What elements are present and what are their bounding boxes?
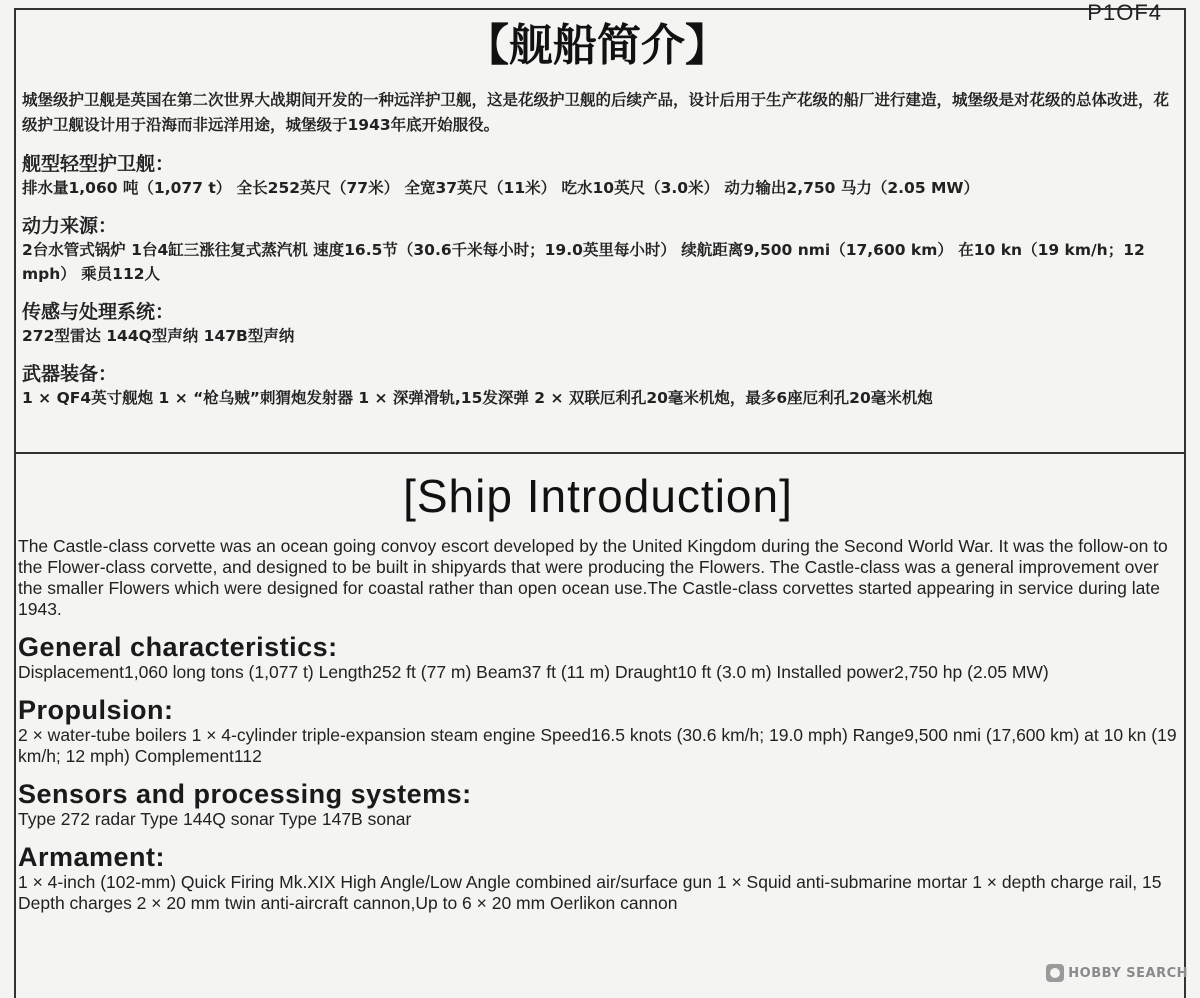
- english-body-propulsion: 2 × water-tube boilers 1 × 4-cylinder triple-expansion steam engine Speed16.5 knots (30.6 km/h; 19.0 mph) Range9,500 nmi (17,600 km) at 10 kn (19 km/h; 12 mph) Complement112: [18, 725, 1177, 766]
- english-section: [18, 462, 1178, 914]
- chinese-heading-armament: 武器装备：: [22, 363, 118, 385]
- chinese-body-sensors: 272型雷达 144Q型声纳 147B型声纳: [22, 327, 295, 345]
- english-heading-armament: Armament:: [18, 842, 166, 872]
- watermark-logo-icon: [1046, 964, 1064, 982]
- chinese-section: [22, 14, 1172, 410]
- english-heading-propulsion: Propulsion:: [18, 695, 174, 725]
- page-number: P1OF4: [1087, 0, 1162, 25]
- watermark: [1046, 964, 1188, 982]
- chinese-body-armament: 1 × QF4英寸舰炮 1 × “枪乌贼”刺猬炮发射器 1 × 深弹滑轨,15发深弹 2 × 双联厄利孔20毫米机炮，最多6座厄利孔20毫米机炮: [22, 389, 933, 407]
- english-body-general: Displacement1,060 long tons (1,077 t) Length252 ft (77 m) Beam37 ft (11 m) Draught10 ft (3.0 m) Installed power2,750 hp (2.05 MW): [18, 662, 1049, 682]
- english-title: [Ship Introduction]: [403, 470, 793, 522]
- english-body-armament: 1 × 4-inch (102-mm) Quick Firing Mk.XIX High Angle/Low Angle combined air/surface gun 1 × Squid anti-submarine mortar 1 × depth charge rail, 15 Depth charges 2 × 20 mm twin anti-aircraft cannon,Up to 6 × 20 mm Oerlikon cannon: [18, 872, 1162, 913]
- english-heading-general: General characteristics:: [18, 632, 338, 662]
- chinese-heading-type: 舰型轻型护卫舰：: [22, 153, 175, 175]
- chinese-heading-propulsion: 动力来源：: [22, 215, 118, 237]
- english-body-sensors: Type 272 radar Type 144Q sonar Type 147B sonar: [18, 809, 412, 829]
- section-divider: [14, 452, 1186, 454]
- chinese-intro: 城堡级护卫舰是英国在第二次世界大战期间开发的一种远洋护卫舰，这是花级护卫舰的后续产品，设计后用于生产花级的船厂进行建造，城堡级是对花级的总体改进，花级护卫舰设计用于沿海而非远洋用途，城堡级于1943年底开始服役。: [22, 91, 1170, 134]
- chinese-body-type: 排水量1,060 吨（1,077 t） 全长252英尺（77米） 全宽37英尺（11米） 吃水10英尺（3.0米） 动力输出2,750 马力（2.05 MW）: [22, 179, 980, 197]
- chinese-heading-sensors: 传感与处理系统：: [22, 301, 175, 323]
- chinese-title: 【舰船简介】: [465, 20, 729, 71]
- watermark-text: HOBBY SEARCH: [1068, 965, 1188, 981]
- english-intro: The Castle-class corvette was an ocean going convoy escort developed by the United Kingdom during the Second World War. It was the follow-on to the Flower-class corvette, and designed to be built in shipyards that were producing the Flowers. The Castle-class was a general improvement over the smaller Flowers which were designed for coastal rather than open ocean use.The Castle-class corvettes started appearing in service during late 1943.: [18, 536, 1168, 619]
- english-heading-sensors: Sensors and processing systems:: [18, 779, 472, 809]
- chinese-body-propulsion: 2台水管式锅炉 1台4缸三涨往复式蒸汽机 速度16.5节（30.6千米每小时；19.0英里每小时） 续航距离9,500 nmi（17,600 km） 在10 kn（19 km/h；12 mph） 乘员112人: [22, 241, 1145, 283]
